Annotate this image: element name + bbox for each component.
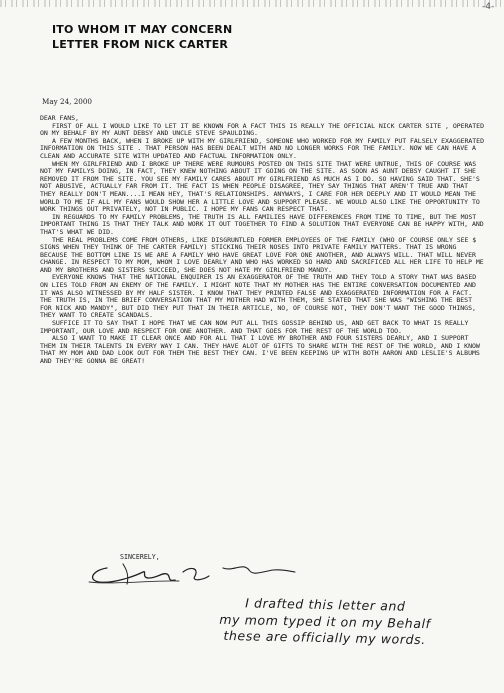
paragraph-6: EVERYONE KNOWS THAT THE NATIONAL ENQUIRER IS AN EXAGGERATOR OF THE TRUTH AND THEY TOLD A STORY THAT WAS BASED ON LIES TOLD FROM AN ENEMY OF THE FAMILY. I MIGHT NOTE THAT MY MOTHER HAS THE ENTIRE CONVERSATION DOCUMENTED AND IT WAS ALSO WITNESSED BY MY HALF SISTER. I KNOW THAT THEY PRINTED FALSE AND EXAGGERATED INFORMATION FOR A FACT. THE TRUTH IS, IN THE BRIEF CONVERSATION THAT MY MOTHER HAD WITH THEM, SHE STATED THAT SHE WAS "WISHING THE BEST FOR NICK AND MANDY", BUT DID THEY PUT THAT IN THEIR ARTICLE, NO, OF COURSE NOT, THEY DON'T WANT THE GOOD THINGS, THEY WANT TO CREATE SCANDALS. bbox=[40, 273, 477, 320]
photocopy-noise bbox=[0, 0, 504, 7]
paragraph-8: ALSO I WANT TO MAKE IT CLEAR ONCE AND FOR ALL THAT I LOVE MY BROTHER AND FOUR SISTERS DEARLY, AND I SUPPORT THEM IN THEIR TALENTS IN EVERY WAY I CAN. THEY HAVE ALOT OF GIFTS TO SHARE WITH THE REST OF THE WORLD, AND I KNOW THAT MY MOM AND DAD LOOK OUT FOR THEM THE BEST THEY CAN. I'VE BEEN KEEPING UP WITH BOTH AARON AND LESLIE'S ALBUMS AND THEY'RE GONNA BE GREAT! bbox=[40, 334, 480, 365]
salutation: DEAR FANS, bbox=[40, 114, 79, 122]
heading-line-1: ITO WHOM IT MAY CONCERN bbox=[52, 23, 233, 36]
corner-mark: -4- bbox=[482, 2, 495, 12]
heading-line-2: LETTER FROM NICK CARTER bbox=[52, 37, 229, 51]
note-line-2: my mom typed it on my Behalf bbox=[219, 611, 431, 631]
letter-date: May 24, 2000 bbox=[42, 97, 92, 106]
letter-heading bbox=[52, 23, 232, 52]
paragraph-2: A FEW MONTHS BACK, WHEN I BROKE UP WITH MY GIRLFRIEND, SOMEONE WHO WORKED FOR MY FAMILY PUT FALSELY EXAGGERATED INFORMATION ON THIS SITE . THAT PERSON HAS BEEN DEALT WITH AND NO LONGER WORKS FOR THE FAMILY. NOW WE CAN HAVE A CLEAN AND ACCURATE SITE WITH UPDATED AND FACTUAL INFORMATION ONLY. bbox=[40, 136, 484, 160]
handwritten-note bbox=[160, 594, 491, 650]
note-line-1: I drafted this letter and bbox=[245, 595, 406, 614]
paragraph-5: THE REAL PROBLEMS COME FROM OTHERS, LIKE DISGRUNTLED FORMER EMPLOYEES OF THE FAMILY (WHO OF COURSE ONLY SEE $ SIGNS WHEN THEY THINK OF THE CARTER FAMILY) STICKING THEIR NOSES INTO PRIVATE FAMILY MATTERS. THAT IS WRONG BECAUSE THE BOTTOM LINE IS WE ARE A FAMILY WHO HAVE GREAT LOVE FOR ONE ANOTHER, AND ALWAYS WILL. THAT WILL NEVER CHANGE. IN RESPECT TO MY MOM, WHOM I LOVE DEARLY AND WHO HAS WORKED SO HARD AND SACRIFICED ALL HER LIFE TO HELP ME AND MY BROTHERS AND SISTERS SUCCEED, SHE DOES NOT HATE MY GIRLFRIEND MANDY. bbox=[40, 235, 484, 274]
paragraph-3: WHEN MY GIRLFRIEND AND I BROKE UP THERE WERE RUMOURS POSTED ON THIS SITE THAT WERE UNTRUE, THIS OF COURSE WAS NOT MY FAMILYS DOING, IN FACT, THEY KNEW NOTHING ABOUT IT GOING ON THE SITE. AS SOON AS AUNT DEBSY CAUGHT IT SHE REMOVED IT FROM THE SITE. YOU SEE MY FAMILY CARES ABOUT MY GIRLFRIEND AS MUCH AS I DO. SO HAVING SAID THAT. SHE'S NOT ABUSIVE, ACTUALLY FAR FROM IT. THE FACT IS WHEN PEOPLE DISAGREE, THEY SAY THINGS THAT AREN'T TRUE AND THAT THEY REALLY DON'T MEAN....I MEAN HEY, THAT'S RELATIONSHIPS. ANYWAYS, I CARE FOR HER DEEPLY AND IT WOULD MEAN THE WORLD TO ME IF ALL MY FANS WOULD SHOW HER A LITTLE LOVE AND SUPPORT PLEASE. WE WOULD ALSO LIKE THE OPPORTUNITY TO WORK THINGS OUT PRIVATELY, NOT IN PUBLIC. I HOPE MY FANS CAN RESPECT THAT. bbox=[40, 159, 480, 214]
paragraph-4: IN REGUARDS TO MY FAMILY PROBLEMS, THE TRUTH IS ALL FAMILIES HAVE DIFFERENCES FROM TIME TO TIME, BUT THE MOST IMPORTANT THING IS THAT THEY TALK AND WORK IT OUT TOGETHER TO FIND A SOLUTION THAT EVERYONE CAN BE HAPPY WITH, AND THAT'S WHAT WE DID. bbox=[40, 212, 484, 236]
signature bbox=[83, 554, 299, 588]
note-line-3: these are officially my words. bbox=[223, 627, 426, 648]
closing: SINCERELY, bbox=[120, 553, 160, 561]
letter-body bbox=[40, 115, 484, 366]
paragraph-7: SUFFICE IT TO SAY THAT I HOPE THAT WE CAN NOW PUT ALL THIS GOSSIP BEHIND US, AND GET BACK TO WHAT IS REALLY IMPORTANT, OUR LOVE AND RESPECT FOR ONE ANOTHER. AND THAT GOES FOR THE REST OF THE WORLD TOO. bbox=[40, 319, 469, 335]
paragraph-1: FIRST OF ALL I WOULD LIKE TO LET IT BE KNOWN FOR A FACT THIS IS REALLY THE OFFICIAL NICK CARTER SITE , OPERATED ON MY BEHALF BY MY AUNT DEBSY AND UNCLE STEVE SPAULDING. bbox=[40, 121, 484, 138]
